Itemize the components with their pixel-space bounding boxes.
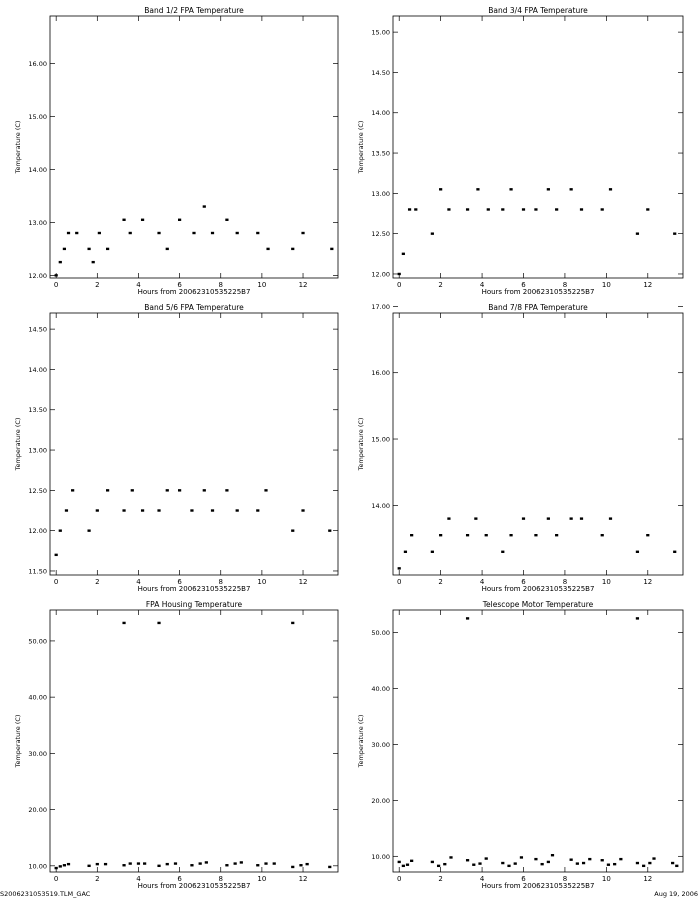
- data-point: [439, 534, 442, 536]
- y-tick-label: 14.50: [28, 325, 47, 334]
- y-axis-label: Temperature (C): [14, 714, 22, 768]
- data-point: [398, 567, 401, 569]
- data-point: [55, 274, 58, 276]
- data-point: [291, 529, 294, 531]
- data-point: [203, 205, 206, 207]
- data-point: [301, 509, 304, 511]
- data-point: [328, 529, 331, 531]
- x-tick-label: 10: [257, 875, 267, 883]
- data-point: [65, 509, 68, 511]
- data-point: [466, 534, 469, 536]
- y-tick-label: 16.00: [28, 60, 47, 69]
- data-point: [466, 859, 469, 861]
- y-tick-label: 30.00: [371, 740, 390, 749]
- y-axis-label: Temperature (C): [357, 417, 365, 471]
- chart-title: Band 7/8 FPA Temperature: [488, 303, 588, 312]
- plot-frame: [50, 313, 338, 575]
- data-point: [301, 232, 304, 234]
- x-tick-label: 2: [438, 281, 443, 289]
- data-point: [646, 534, 649, 536]
- data-point: [67, 232, 70, 234]
- data-point: [431, 861, 434, 863]
- y-tick-label: 13.50: [28, 406, 47, 415]
- data-point: [636, 862, 639, 864]
- y-tick-label: 20.00: [28, 806, 47, 815]
- data-point: [122, 509, 125, 511]
- data-point: [437, 865, 440, 867]
- data-point: [71, 489, 74, 491]
- x-tick-label: 2: [95, 578, 100, 586]
- data-point: [402, 865, 405, 867]
- chart-panel: [357, 303, 683, 593]
- data-point: [157, 509, 160, 511]
- data-point: [613, 863, 616, 865]
- x-tick-label: 6: [521, 578, 526, 586]
- data-point: [673, 551, 676, 553]
- data-point: [225, 864, 228, 866]
- data-point: [547, 188, 550, 190]
- data-point: [190, 864, 193, 866]
- y-tick-label: 10.00: [28, 862, 47, 871]
- data-point: [485, 534, 488, 536]
- chart-panel: [357, 6, 683, 296]
- data-point: [129, 862, 132, 864]
- data-point: [576, 862, 579, 864]
- data-point: [236, 509, 239, 511]
- data-point: [570, 858, 573, 860]
- data-point: [609, 517, 612, 519]
- data-point: [137, 862, 140, 864]
- data-point: [406, 864, 409, 866]
- data-point: [192, 232, 195, 234]
- chart-panel: [14, 303, 338, 593]
- data-point: [55, 554, 58, 556]
- data-point: [59, 865, 62, 867]
- data-point: [106, 489, 109, 491]
- x-tick-label: 2: [95, 281, 100, 289]
- data-point: [211, 509, 214, 511]
- data-point: [402, 253, 405, 255]
- x-tick-label: 8: [218, 875, 223, 883]
- x-tick-label: 12: [298, 875, 308, 883]
- data-point: [534, 208, 537, 210]
- x-tick-label: 12: [643, 578, 653, 586]
- data-point: [443, 863, 446, 865]
- x-tick-label: 10: [257, 281, 267, 289]
- x-tick-label: 0: [396, 578, 402, 586]
- data-point: [609, 188, 612, 190]
- data-point: [410, 860, 413, 862]
- x-tick-label: 8: [562, 578, 568, 586]
- y-axis-label: Temperature (C): [14, 417, 22, 471]
- data-point: [408, 208, 411, 210]
- x-tick-label: 0: [53, 281, 59, 289]
- y-tick-label: 14.00: [28, 165, 47, 174]
- data-point: [256, 864, 259, 866]
- y-tick-label: 30.00: [28, 749, 47, 758]
- data-point: [291, 622, 294, 624]
- data-point: [166, 863, 169, 865]
- y-tick-label: 40.00: [371, 684, 390, 693]
- x-tick-label: 6: [521, 281, 526, 289]
- data-point: [129, 232, 132, 234]
- data-point: [501, 862, 504, 864]
- y-tick-label: 40.00: [28, 693, 47, 702]
- chart-title: Band 5/6 FPA Temperature: [144, 303, 244, 312]
- data-point: [675, 865, 678, 867]
- data-point: [449, 856, 452, 858]
- data-point: [439, 188, 442, 190]
- data-point: [476, 188, 479, 190]
- data-point: [104, 863, 107, 865]
- y-axis-label: Temperature (C): [357, 714, 365, 768]
- plot-frame: [50, 610, 338, 872]
- data-point: [264, 862, 267, 864]
- plot-frame: [50, 16, 338, 278]
- data-point: [501, 551, 504, 553]
- data-point: [636, 617, 639, 619]
- y-tick-label: 13.50: [371, 149, 390, 158]
- y-tick-label: 13.00: [28, 446, 47, 455]
- data-point: [59, 529, 62, 531]
- data-point: [256, 509, 259, 511]
- data-point: [236, 232, 239, 234]
- data-point: [514, 862, 517, 864]
- data-point: [555, 208, 558, 210]
- data-point: [87, 248, 90, 250]
- data-point: [534, 534, 537, 536]
- y-tick-label: 12.00: [371, 270, 390, 279]
- x-tick-label: 4: [136, 281, 141, 289]
- data-point: [570, 517, 573, 519]
- data-point: [485, 857, 488, 859]
- x-tick-label: 6: [177, 875, 182, 883]
- data-point: [157, 232, 160, 234]
- plot-frame: [393, 313, 683, 575]
- x-tick-label: 0: [53, 875, 59, 883]
- y-axis-label: Temperature (C): [357, 120, 365, 174]
- data-point: [67, 863, 70, 865]
- y-tick-label: 17.00: [371, 302, 390, 311]
- chart-title: Band 3/4 FPA Temperature: [488, 6, 588, 15]
- data-point: [580, 517, 583, 519]
- y-tick-label: 12.00: [28, 527, 47, 536]
- data-point: [122, 219, 125, 221]
- data-point: [157, 865, 160, 867]
- data-point: [447, 517, 450, 519]
- x-axis-label: Hours from 20062310535225B7: [137, 585, 251, 593]
- y-axis-label: Temperature (C): [14, 120, 22, 174]
- x-tick-label: 10: [601, 578, 611, 586]
- data-point: [487, 208, 490, 210]
- x-axis-label: Hours from 20062310535225B7: [137, 288, 251, 296]
- data-point: [547, 517, 550, 519]
- chart-title: Band 1/2 FPA Temperature: [144, 6, 244, 15]
- y-tick-label: 14.50: [371, 68, 390, 77]
- data-point: [143, 862, 146, 864]
- data-point: [601, 534, 604, 536]
- x-tick-label: 6: [177, 281, 182, 289]
- x-tick-label: 0: [53, 578, 59, 586]
- plot-frame: [393, 16, 683, 278]
- footer-filename: S2006231053519.TLM_GAC: [0, 890, 91, 898]
- data-point: [87, 529, 90, 531]
- x-tick-label: 8: [562, 875, 568, 883]
- data-point: [141, 509, 144, 511]
- data-point: [122, 622, 125, 624]
- data-point: [106, 248, 109, 250]
- data-point: [522, 517, 525, 519]
- data-point: [75, 232, 78, 234]
- x-tick-label: 12: [298, 281, 308, 289]
- data-point: [431, 551, 434, 553]
- chart-title: FPA Housing Temperature: [145, 600, 243, 609]
- data-point: [291, 866, 294, 868]
- x-tick-label: 8: [562, 281, 568, 289]
- data-point: [509, 188, 512, 190]
- data-point: [122, 864, 125, 866]
- x-tick-label: 4: [479, 281, 485, 289]
- data-point: [474, 517, 477, 519]
- data-point: [234, 862, 237, 864]
- data-point: [501, 208, 504, 210]
- x-tick-label: 8: [218, 281, 223, 289]
- data-point: [299, 864, 302, 866]
- data-point: [541, 863, 544, 865]
- data-point: [466, 208, 469, 210]
- y-tick-label: 20.00: [371, 796, 390, 805]
- data-point: [580, 208, 583, 210]
- data-point: [472, 864, 475, 866]
- data-point: [131, 489, 134, 491]
- data-point: [582, 862, 585, 864]
- y-tick-label: 13.00: [28, 218, 47, 227]
- y-tick-label: 10.00: [371, 852, 390, 861]
- y-tick-label: 15.00: [371, 28, 390, 37]
- x-tick-label: 6: [177, 578, 182, 586]
- data-point: [414, 208, 417, 210]
- data-point: [466, 617, 469, 619]
- data-point: [63, 248, 66, 250]
- data-point: [240, 861, 243, 863]
- data-point: [646, 208, 649, 210]
- data-point: [266, 248, 269, 250]
- data-point: [398, 273, 401, 275]
- data-point: [601, 208, 604, 210]
- y-tick-label: 16.00: [371, 369, 390, 378]
- y-tick-label: 15.00: [28, 113, 47, 122]
- data-point: [601, 859, 604, 861]
- x-tick-label: 2: [95, 875, 100, 883]
- data-point: [478, 862, 481, 864]
- data-point: [636, 232, 639, 234]
- x-tick-label: 8: [218, 578, 223, 586]
- data-point: [96, 863, 99, 865]
- data-point: [330, 248, 333, 250]
- y-tick-label: 13.00: [371, 189, 390, 198]
- data-point: [534, 858, 537, 860]
- data-point: [648, 862, 651, 864]
- data-point: [673, 232, 676, 234]
- y-tick-label: 15.00: [371, 435, 390, 444]
- x-tick-label: 2: [438, 875, 443, 883]
- data-point: [328, 866, 331, 868]
- data-point: [98, 232, 101, 234]
- data-point: [256, 232, 259, 234]
- data-point: [306, 863, 309, 865]
- data-point: [522, 208, 525, 210]
- footer-date: Aug 19, 2006: [654, 890, 698, 898]
- chart-title: Telescope Motor Temperature: [482, 600, 594, 609]
- data-point: [203, 489, 206, 491]
- x-tick-label: 0: [396, 281, 402, 289]
- data-point: [588, 858, 591, 860]
- data-point: [205, 861, 208, 863]
- data-point: [547, 861, 550, 863]
- data-point: [92, 261, 95, 263]
- data-point: [166, 489, 169, 491]
- x-tick-label: 12: [643, 875, 653, 883]
- chart-panel: [357, 600, 683, 890]
- x-axis-label: Hours from 20062310535225B7: [137, 882, 251, 890]
- data-point: [555, 534, 558, 536]
- data-point: [607, 864, 610, 866]
- data-point: [431, 232, 434, 234]
- data-point: [636, 551, 639, 553]
- data-point: [398, 861, 401, 863]
- data-point: [410, 534, 413, 536]
- x-tick-label: 4: [479, 578, 485, 586]
- chart-panel: [14, 600, 338, 890]
- x-axis-label: Hours from 20062310535225B7: [481, 882, 595, 890]
- data-point: [55, 867, 58, 869]
- y-tick-label: 50.00: [371, 628, 390, 637]
- data-point: [87, 865, 90, 867]
- x-axis-label: Hours from 20062310535225B7: [481, 585, 595, 593]
- data-point: [141, 219, 144, 221]
- x-axis-label: Hours from 20062310535225B7: [481, 288, 595, 296]
- data-point: [190, 509, 193, 511]
- data-point: [199, 862, 202, 864]
- x-tick-label: 12: [643, 281, 653, 289]
- data-point: [225, 489, 228, 491]
- x-tick-label: 10: [601, 875, 611, 883]
- data-point: [652, 857, 655, 859]
- y-tick-label: 12.00: [28, 271, 47, 280]
- data-point: [59, 261, 62, 263]
- data-point: [551, 854, 554, 856]
- y-tick-label: 11.50: [28, 567, 47, 576]
- x-tick-label: 4: [136, 875, 141, 883]
- data-point: [178, 219, 181, 221]
- data-point: [642, 865, 645, 867]
- x-tick-label: 6: [521, 875, 526, 883]
- data-point: [178, 489, 181, 491]
- y-tick-label: 14.00: [28, 365, 47, 374]
- data-point: [211, 232, 214, 234]
- data-point: [174, 862, 177, 864]
- data-point: [166, 248, 169, 250]
- x-tick-label: 12: [298, 578, 308, 586]
- data-point: [520, 856, 523, 858]
- data-point: [157, 622, 160, 624]
- y-tick-label: 12.50: [371, 230, 390, 239]
- x-tick-label: 0: [396, 875, 402, 883]
- data-point: [570, 188, 573, 190]
- data-point: [291, 248, 294, 250]
- plot-frame: [393, 610, 683, 872]
- x-tick-label: 4: [479, 875, 485, 883]
- data-point: [509, 534, 512, 536]
- y-tick-label: 12.50: [28, 486, 47, 495]
- x-tick-label: 10: [257, 578, 267, 586]
- chart-panel: [14, 6, 338, 296]
- x-tick-label: 4: [136, 578, 141, 586]
- data-point: [96, 509, 99, 511]
- y-tick-label: 14.00: [371, 109, 390, 118]
- data-point: [225, 219, 228, 221]
- data-point: [273, 862, 276, 864]
- data-point: [619, 858, 622, 860]
- data-point: [63, 864, 66, 866]
- data-point: [671, 862, 674, 864]
- x-tick-label: 10: [601, 281, 611, 289]
- data-point: [404, 551, 407, 553]
- data-point: [447, 208, 450, 210]
- y-tick-label: 50.00: [28, 637, 47, 646]
- y-tick-label: 14.00: [371, 501, 390, 510]
- x-tick-label: 2: [438, 578, 443, 586]
- data-point: [264, 489, 267, 491]
- data-point: [507, 865, 510, 867]
